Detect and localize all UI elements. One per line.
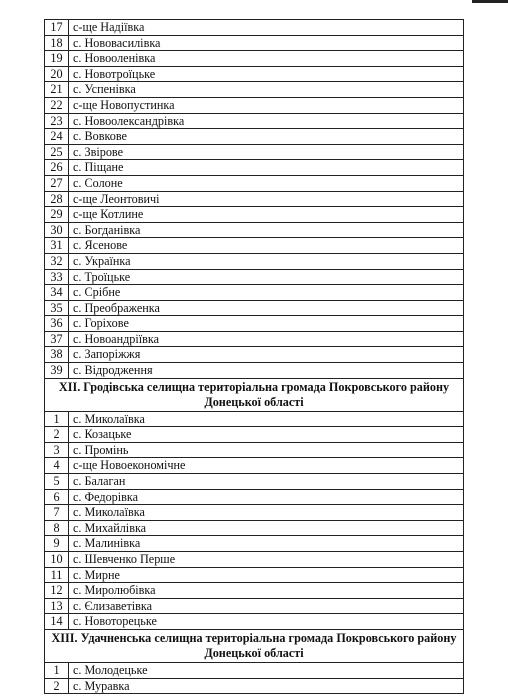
settlement-name: с. Українка [69,253,464,269]
row-number: 6 [45,489,69,505]
table-row [45,238,464,254]
table-row [45,520,464,536]
settlement-name: с. Балаган [69,474,464,490]
table-row [45,442,464,458]
table-row [45,253,464,269]
table-row [45,51,464,67]
table-row [45,300,464,316]
settlement-name: с. Богданівка [69,222,464,238]
settlement-name: с. Промінь [69,442,464,458]
table-row [45,458,464,474]
table-row [45,66,464,82]
table-row [45,427,464,443]
settlement-name: с. Мирне [69,567,464,583]
row-number: 34 [45,285,69,301]
settlement-name: с. Ясенове [69,238,464,254]
table-row [45,207,464,223]
row-number: 17 [45,20,69,36]
row-number: 36 [45,316,69,332]
row-number: 5 [45,474,69,490]
table-row [45,662,464,678]
settlement-name: с-ще Надіївка [69,20,464,36]
row-number: 1 [45,662,69,678]
table-row [45,20,464,36]
row-number: 29 [45,207,69,223]
settlement-name: с. Миколаївка [69,411,464,427]
settlement-name: с. Єлизаветівка [69,598,464,614]
row-number: 18 [45,35,69,51]
table-row [45,567,464,583]
table-row [45,552,464,568]
row-number: 9 [45,536,69,552]
table-row [45,331,464,347]
table-row [45,411,464,427]
row-number: 28 [45,191,69,207]
table-row [45,474,464,490]
row-number: 20 [45,66,69,82]
row-number: 31 [45,238,69,254]
table-row [45,285,464,301]
settlement-name: с. Муравка [69,678,464,694]
row-number: 14 [45,614,69,630]
row-number: 23 [45,113,69,129]
row-number: 32 [45,253,69,269]
row-number: 2 [45,427,69,443]
settlement-name: с. Миролюбівка [69,583,464,599]
row-number: 37 [45,331,69,347]
settlement-name: с. Михайлівка [69,520,464,536]
settlement-name: с. Солоне [69,175,464,191]
table-row [45,614,464,630]
table-row [45,269,464,285]
settlement-name: с. Новоолександрівка [69,113,464,129]
row-number: 11 [45,567,69,583]
table-row [45,347,464,363]
table-row [45,175,464,191]
settlement-name: с. Троїцьке [69,269,464,285]
settlement-name: с-ще Леонтовичі [69,191,464,207]
settlement-name: с. Новоандріївка [69,331,464,347]
row-number: 8 [45,520,69,536]
settlement-name: с-ще Котлине [69,207,464,223]
row-number: 24 [45,129,69,145]
row-number: 3 [45,442,69,458]
section-header-row [45,629,464,662]
page-top-edge [0,0,508,6]
settlement-name: с. Запоріжжя [69,347,464,363]
row-number: 35 [45,300,69,316]
row-number: 12 [45,583,69,599]
table-row [45,129,464,145]
table-row [45,144,464,160]
table-row [45,316,464,332]
settlement-name: с. Преображенка [69,300,464,316]
settlement-name: с. Новотроїцьке [69,66,464,82]
settlement-name: с-ще Новоекономічне [69,458,464,474]
row-number: 2 [45,678,69,694]
settlement-name: с. Козацьке [69,427,464,443]
row-number: 26 [45,160,69,176]
row-number: 27 [45,175,69,191]
row-number: 39 [45,363,69,379]
settlement-name: с. Молодецьке [69,662,464,678]
settlement-name: с. Шевченко Перше [69,552,464,568]
table-row [45,583,464,599]
row-number: 22 [45,97,69,113]
section-title: XIII. Удачненська селищна територіальна громада Покровського району Донецької області [45,629,464,662]
settlement-name: с. Успенівка [69,82,464,98]
row-number: 30 [45,222,69,238]
settlement-name: с. Піщане [69,160,464,176]
table-row [45,97,464,113]
row-number: 1 [45,411,69,427]
section-title: XII. Гродівська селищна територіальна громада Покровського району Донецької області [45,378,464,411]
settlement-name: с. Федорівка [69,489,464,505]
settlement-name: с-ще Новопустинка [69,97,464,113]
settlement-name: с. Малинівка [69,536,464,552]
settlement-name: с. Новооленівка [69,51,464,67]
row-number: 13 [45,598,69,614]
settlement-name: с. Відродження [69,363,464,379]
settlement-name: с. Горіхове [69,316,464,332]
settlement-name: с. Срібне [69,285,464,301]
row-number: 33 [45,269,69,285]
row-number: 7 [45,505,69,521]
table-row [45,505,464,521]
section-header-row [45,378,464,411]
row-number: 25 [45,144,69,160]
table-row [45,160,464,176]
settlement-name: с. Вовкове [69,129,464,145]
settlements-table [44,19,464,694]
table-row [45,489,464,505]
table-row [45,222,464,238]
row-number: 21 [45,82,69,98]
table-row [45,678,464,694]
settlement-name: с. Нововасилівка [69,35,464,51]
settlement-name: с. Миколаївка [69,505,464,521]
row-number: 4 [45,458,69,474]
table-row [45,598,464,614]
row-number: 10 [45,552,69,568]
table-row [45,363,464,379]
row-number: 19 [45,51,69,67]
table-row [45,536,464,552]
settlement-name: с. Новоторецьке [69,614,464,630]
table-row [45,82,464,98]
row-number: 38 [45,347,69,363]
settlement-name: с. Звірове [69,144,464,160]
table-row [45,35,464,51]
table-row [45,191,464,207]
table-row [45,113,464,129]
